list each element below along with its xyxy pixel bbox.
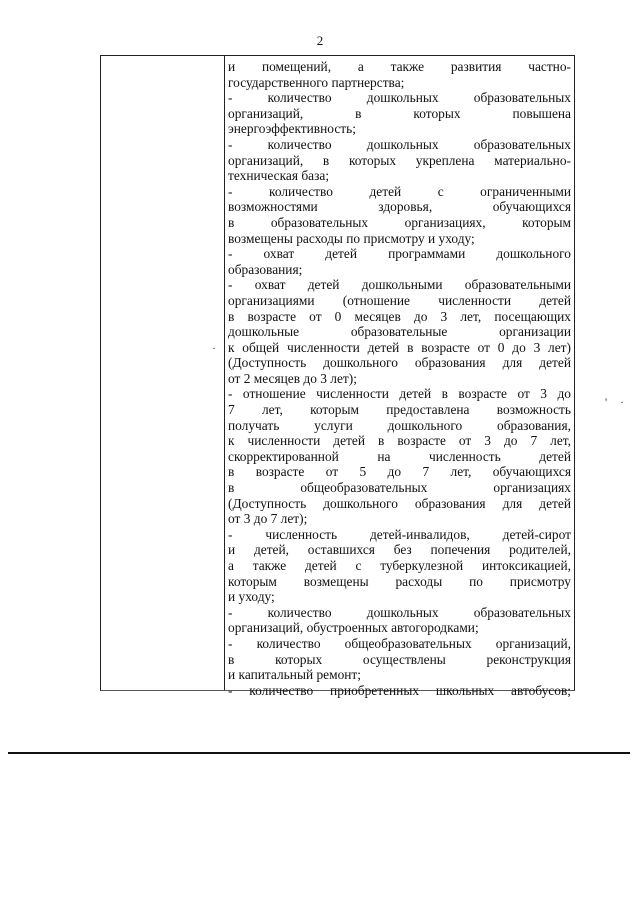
text-line: и уходу; [228,589,275,605]
text-line: к общей численности детей в возрасте от 0 до 3 лет) [228,339,571,355]
text-line: организаций, в которых повышена [228,105,571,121]
text-line: - количество детей с ограниченными [228,183,571,199]
text-line: - количество приобретенных школьных автобусов; [228,682,571,698]
text-line: и детей, оставшихся без попечения родителей, [228,542,571,558]
text-line: энергоэффективность; [228,121,356,137]
margin-mark: ' [605,395,608,409]
text-line: - количество дошкольных образовательных [228,136,571,152]
text-line: - охват детей программами дошкольного [228,246,571,262]
text-line: в общеобразовательных организациях [228,480,571,496]
text-line: - количество общеобразовательных организаций, [228,635,571,651]
text-line: - количество дошкольных образовательных [228,604,571,620]
text-line: в которых осуществлены реконструкция [228,651,571,667]
margin-mark: · [620,395,624,409]
text-line: 7 лет, которым предоставлена возможность [228,402,571,418]
text-line: государственного партнерства; [228,74,405,90]
text-line: (Доступность дошкольного образования для детей [228,495,571,511]
indicator-table [100,55,575,698]
text-line: от 2 месяцев до 3 лет); [228,370,357,386]
text-line: получать услуги дошкольного образования, [228,417,571,433]
text-line: дошкольные образовательные организации [228,324,571,340]
text-line: скорректированной на численность детей [228,448,571,464]
text-line: возмещены расходы по присмотру и уходу; [228,230,475,246]
text-line: к численности детей в возрасте от 3 до 7 лет, [228,433,571,449]
text-line: организациями (отношение численности детей [228,292,571,308]
text-line: и помещений, а также развития частно- [228,59,571,74]
text-line: организаций, в которых укреплена материально- [228,152,571,168]
table-left-cell [101,56,225,690]
text-line: образования; [228,261,303,277]
text-line: - численность детей-инвалидов, детей-сирот [228,526,571,542]
bottom-rule [8,752,630,754]
text-line: в образовательных организациях, которым [228,214,571,230]
text-line: в возрасте от 0 месяцев до 3 лет, посещающих [228,308,571,324]
text-line: - отношение численности детей в возрасте от 3 до [228,386,571,402]
page-number: 2 [316,33,324,48]
text-line: от 3 до 7 лет); [228,511,308,527]
text-line: организаций, обустроенных автогородками; [228,620,479,636]
text-line: которым возмещены расходы по присмотру [228,573,571,589]
text-line: в возрасте от 5 до 7 лет, обучающихся [228,464,571,480]
text-line: - охват детей дошкольными образовательными [228,277,571,293]
text-line: - количество дошкольных образовательных [228,90,571,106]
table-right-cell [228,59,571,698]
margin-mark: · [212,341,216,355]
text-line: техническая база; [228,168,330,184]
text-line: и капитальный ремонт; [228,667,362,683]
text-line: а также детей с туберкулезной интоксикацией, [228,558,571,573]
text-line: (Доступность дошкольного образования для детей [228,355,571,371]
text-line: возможностями здоровья, обучающихся [228,199,571,215]
